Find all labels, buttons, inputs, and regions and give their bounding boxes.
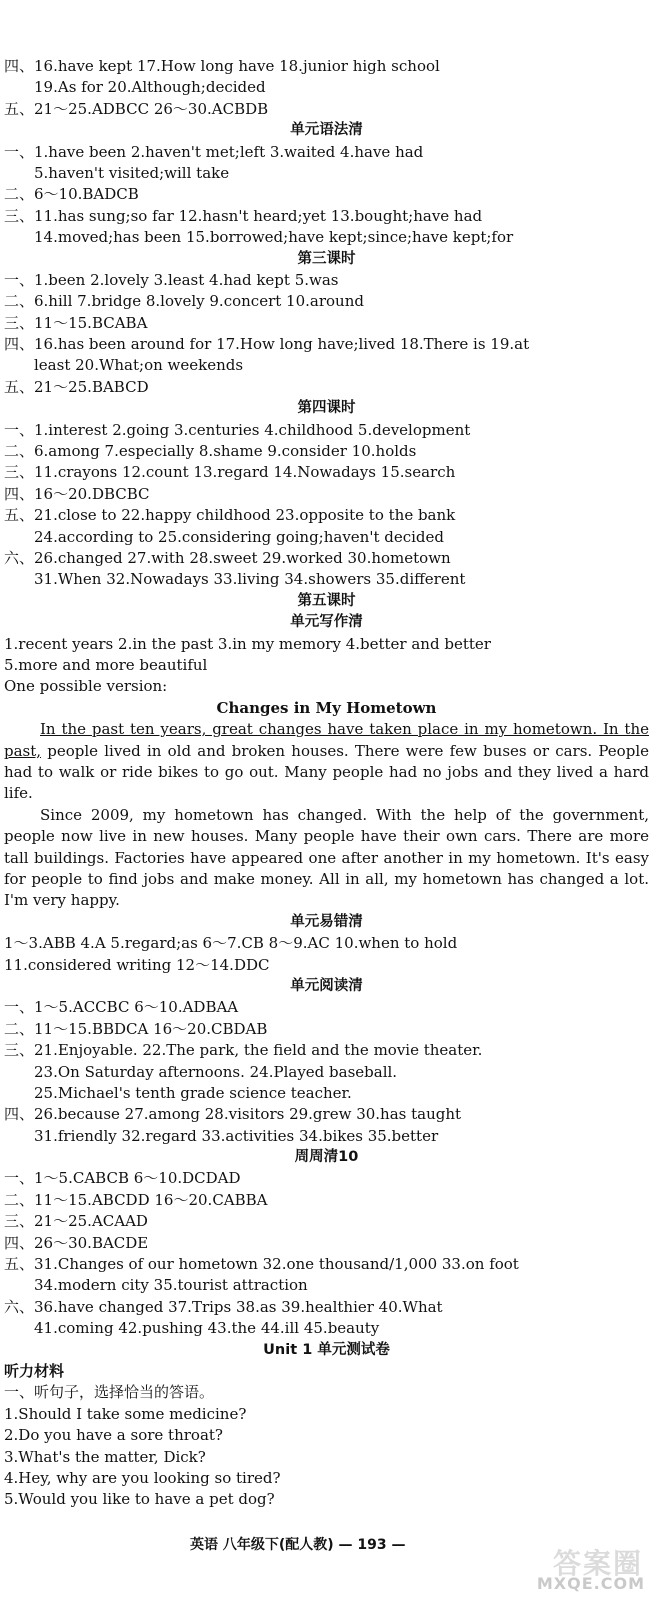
section-heading: Unit 1 单元测试卷 (263, 1341, 390, 1358)
section-heading: 单元易错清 (290, 913, 363, 930)
answer-line: 34.modern city 35.tourist attraction (34, 1276, 308, 1295)
answer-line: 3.What's the matter, Dick? (4, 1447, 206, 1466)
answer-line: 1.Should I take some medicine? (4, 1404, 247, 1423)
answer-line: 14.moved;has been 15.borrowed;have kept;since;have kept;for (34, 228, 514, 247)
answer-line: 二、6～10.BADCB (4, 185, 139, 204)
answer-line: 五、21.close to 22.happy childhood 23.opposite to the bank (4, 506, 456, 525)
answer-line: 二、6.hill 7.bridge 8.lovely 9.concert 10.around (4, 292, 364, 311)
page-footer: 英语 八年级下(配人教) — 193 — (190, 1537, 406, 1553)
answer-line: 五、21～25.BABCD (4, 377, 149, 396)
answer-line: 三、21.Enjoyable. 22.The park, the field and the movie theater. (4, 1041, 483, 1060)
section-heading: 单元阅读清 (290, 977, 363, 994)
answer-line: 1～3.ABB 4.A 5.regard;as 6～7.CB 8～9.AC 10.when to hold (4, 934, 458, 953)
answer-line: 11.considered writing 12～14.DDC (4, 955, 270, 974)
answer-line: 二、11～15.ABCDD 16～20.CABBA (4, 1190, 268, 1209)
answer-line: 5.haven't visited;will take (34, 163, 230, 182)
answer-line: 5.more and more beautiful (4, 655, 208, 674)
answer-line: 四、26.because 27.among 28.visitors 29.grew 30.has taught (4, 1105, 462, 1124)
answer-line: 2.Do you have a sore throat? (4, 1426, 223, 1445)
answer-line: 四、16.have kept 17.How long have 18.junior high school (4, 57, 440, 75)
essay-paragraph-2: Since 2009, my hometown has changed. With the help of the government, people now live in new houses. Many people have their own cars. There are more tall buildings. Factories have appeared one after another in my hometown. It's easy for people to find jobs and make money. All in all, my hometown has changed a lot. I'm very happy. (4, 805, 649, 910)
section-heading: 单元写作清 (290, 614, 363, 631)
answer-line: 五、31.Changes of our hometown 32.one thousand/1,000 33.on foot (4, 1255, 519, 1274)
answer-line: 三、21～25.ACAAD (4, 1212, 148, 1231)
answer-line: 二、6.among 7.especially 8.shame 9.consider 10.holds (4, 442, 417, 461)
answer-line: 24.according to 25.considering going;haven't decided (34, 527, 445, 546)
answer-line: 四、16～20.DBCBC (4, 484, 150, 503)
answer-line: 五、21～25.ADBCC 26～30.ACBDB (4, 99, 269, 118)
answer-line: 一、1.been 2.lovely 3.least 4.had kept 5.was (4, 270, 339, 289)
answer-line: 四、16.has been around for 17.How long have;lived 18.There is 19.at (4, 335, 530, 354)
answer-line: 三、11.crayons 12.count 13.regard 14.Nowadays 15.search (4, 463, 456, 482)
answer-line: 25.Michael's tenth grade science teacher. (34, 1083, 352, 1102)
answer-line: 六、36.have changed 37.Trips 38.as 39.healthier 40.What (4, 1297, 443, 1316)
watermark-url: MXQE.COM (536, 1573, 645, 1593)
essay-underlined-sentence: In the past ten years, great changes have taken place in my hometown. In the past, (4, 720, 649, 760)
answer-line: 三、11.has sung;so far 12.hasn't heard;yet 13.bought;have had (4, 206, 483, 225)
section-heading: 第四课时 (297, 400, 356, 417)
section-heading: 听力材料 (4, 1361, 65, 1380)
essay-paragraph-1 (4, 719, 649, 805)
answer-line: 31.friendly 32.regard 33.activities 34.bikes 35.better (34, 1126, 439, 1145)
essay-paragraph-1-rest: people lived in old and broken houses. There were few buses or cars. People had to walk or ride bikes to go out. Many people had no jobs and they lived a hard life. (4, 741, 649, 803)
answer-line: 23.On Saturday afternoons. 24.Played baseball. (34, 1062, 398, 1081)
answer-line: 4.Hey, why are you looking so tired? (4, 1468, 281, 1487)
answer-content (4, 56, 649, 1511)
answer-line: One possible version: (4, 677, 168, 696)
answer-line: 四、26～30.BACDE (4, 1233, 149, 1252)
answer-line: 31.When 32.Nowadays 33.living 34.showers 35.different (34, 570, 466, 589)
answer-line: 41.coming 42.pushing 43.the 44.ill 45.beauty (34, 1319, 380, 1338)
answer-line: 六、26.changed 27.with 28.sweet 29.worked 30.hometown (4, 548, 451, 567)
section-heading: 周周清10 (294, 1149, 359, 1166)
answer-line: 一、1.interest 2.going 3.centuries 4.childhood 5.development (4, 420, 471, 439)
answer-line: 一、1～5.ACCBC 6～10.ADBAA (4, 998, 239, 1017)
answer-line: 三、11～15.BCABA (4, 313, 148, 332)
essay-title: Changes in My Hometown (216, 698, 437, 717)
answer-line: 19.As for 20.Although;decided (34, 78, 266, 97)
answer-line: 1.recent years 2.in the past 3.in my memory 4.better and better (4, 634, 491, 653)
section-heading: 第三课时 (297, 250, 356, 267)
answer-line: 二、11～15.BBDCA 16～20.CBDAB (4, 1019, 268, 1038)
answer-line: 一、1～5.CABCB 6～10.DCDAD (4, 1169, 241, 1188)
section-heading: 第五课时 (297, 592, 356, 609)
watermark-text: 答案圈 (552, 1546, 643, 1580)
answer-line: 5.Would you like to have a pet dog? (4, 1490, 275, 1509)
watermark-logo (501, 1538, 651, 1596)
answer-line: 一、听句子，选择恰当的答语。 (4, 1383, 215, 1402)
section-heading: 单元语法清 (290, 122, 363, 139)
answer-line: 一、1.have been 2.haven't met;left 3.waited 4.have had (4, 142, 424, 161)
answer-line: least 20.What;on weekends (34, 356, 244, 375)
